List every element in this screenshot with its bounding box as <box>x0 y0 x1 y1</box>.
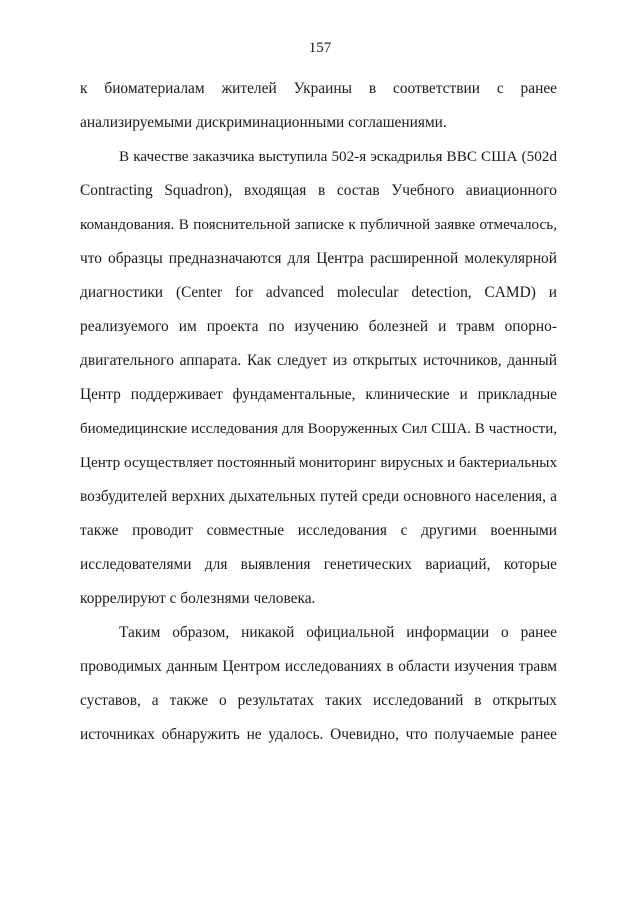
text-line: Таким образом, никакой официальной информации о ранее <box>119 624 557 641</box>
text-line: Центр осуществляет постоянный мониторинг вирусных и бактериальных <box>80 454 558 471</box>
text-line: Центр поддерживает фундаментальные, клинические и прикладные <box>80 386 557 403</box>
text-line: также проводит совместные исследования с другими военными <box>80 522 557 539</box>
text-line: что образцы предназначаются для Центра расширенной молекулярной <box>80 250 557 267</box>
text-line: коррелируют с болезнями человека. <box>80 590 316 607</box>
text-line: биомедицинские исследования для Вооруженных Сил США. В частности, <box>80 421 557 437</box>
text-line: командования. В пояснительной записке к публичной заявке отмечалось, <box>80 216 557 233</box>
text-line: источниках обнаружить не удалось. Очевидно, что получаемые ранее <box>80 726 557 743</box>
text-line: исследователями для выявления генетических вариаций, которые <box>80 556 557 573</box>
page-number: 157 <box>308 40 332 56</box>
text-line: диагностики (Center for advanced molecular detection, CAMD) и <box>80 284 557 301</box>
text-line: возбудителей верхних дыхательных путей среди основного населения, а <box>80 488 557 505</box>
text-line: реализуемого им проекта по изучению болезней и травм опорно- <box>80 318 557 335</box>
text-line: к биоматериалам жителей Украины в соответствии с ранее <box>80 80 557 97</box>
text-line: анализируемыми дискриминационными соглашениями. <box>80 114 447 131</box>
text-line: Contracting Squadron), входящая в состав Учебного авиационного <box>80 182 557 199</box>
text-line: суставов, а также о результатах таких исследований в открытых <box>80 692 557 709</box>
text-line: В качестве заказчика выступила 502-я эскадрилья ВВС США (502d <box>119 148 557 165</box>
text-line: проводимых данным Центром исследованиях в области изучения травм <box>80 658 557 675</box>
text-line: двигательного аппарата. Как следует из открытых источников, данный <box>80 352 557 369</box>
